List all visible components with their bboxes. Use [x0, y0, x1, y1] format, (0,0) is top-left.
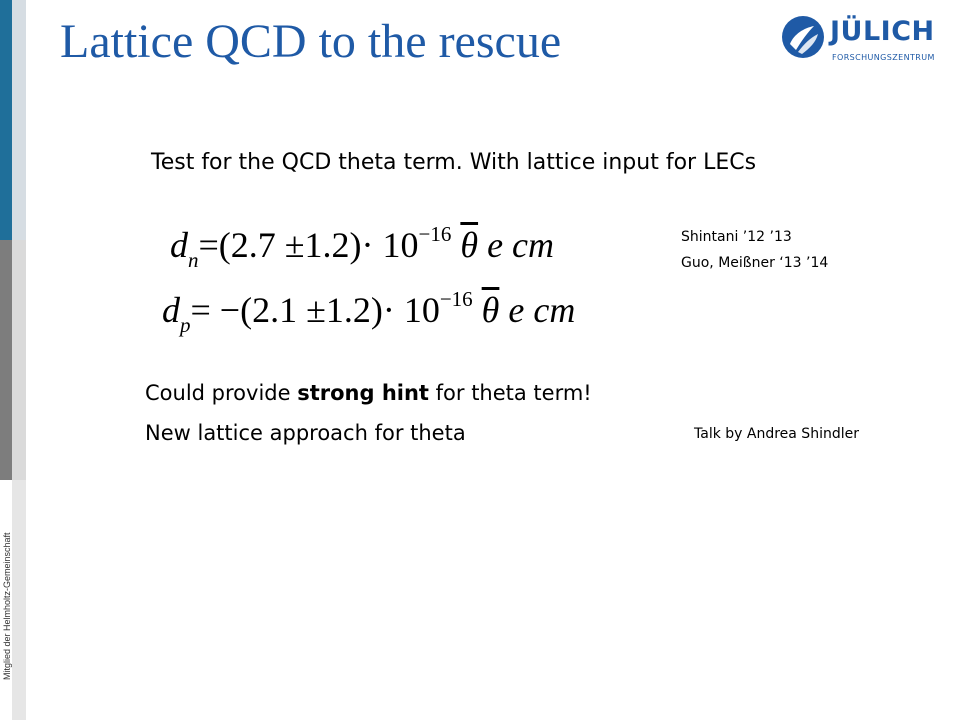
sidebar-blue-band: [0, 0, 12, 240]
eq-n-lhs: d: [170, 225, 188, 265]
sidebar-membership-text: Mitglied der Helmholtz-Gemeinschaft: [2, 532, 12, 680]
eq-p-sub: p: [180, 313, 191, 337]
reference-2: Guo, Meißner ‘13 ’14: [681, 255, 829, 271]
eq-n-theta: $\overline{\theta}$: [460, 225, 479, 265]
sidebar-light-band: [12, 480, 26, 720]
eq-p-mid: = −(2.1 ±1.2)· 10: [190, 290, 440, 330]
body-line-1-prefix: Could provide: [145, 381, 298, 405]
eq-n-sub: n: [188, 248, 199, 272]
body-line-2: New lattice approach for theta: [145, 421, 466, 445]
sidebar: [0, 0, 28, 720]
slide-subtitle: Test for the QCD theta term. With lattice input for LECs: [151, 150, 757, 175]
talk-reference: Talk by Andrea Shindler: [694, 426, 859, 442]
references: [681, 224, 828, 276]
sidebar-gray-fade: [12, 240, 26, 480]
eq-p-lhs: d: [162, 290, 180, 330]
reference-1: Shintani ’12 ’13: [681, 229, 792, 245]
eq-p-exp: −16: [439, 287, 473, 311]
eq-n-mid: =(2.7 ±1.2)· 10: [198, 225, 419, 265]
logo-wordmark: JÜLICH: [830, 16, 935, 47]
eq-p-theta: $\overline{\theta}$: [481, 290, 500, 330]
body-line-1: [145, 381, 592, 405]
sidebar-blue-fade: [12, 0, 26, 240]
eq-n-tail: e cm: [487, 225, 555, 265]
logo-subline: FORSCHUNGSZENTRUM: [832, 53, 935, 62]
eq-n-exp: −16: [418, 222, 452, 246]
equation-neutron-edm: [170, 222, 554, 273]
body-line-1-bold: strong hint: [297, 381, 429, 405]
sidebar-gray-band: [0, 240, 12, 480]
equation-proton-edm: [162, 287, 575, 338]
body-line-1-suffix: for theta term!: [428, 381, 592, 405]
slide-title: Lattice QCD to the rescue: [60, 15, 562, 68]
juelich-logo: [780, 14, 945, 74]
eq-p-tail: e cm: [508, 290, 576, 330]
juelich-logo-mark-icon: [780, 14, 826, 60]
